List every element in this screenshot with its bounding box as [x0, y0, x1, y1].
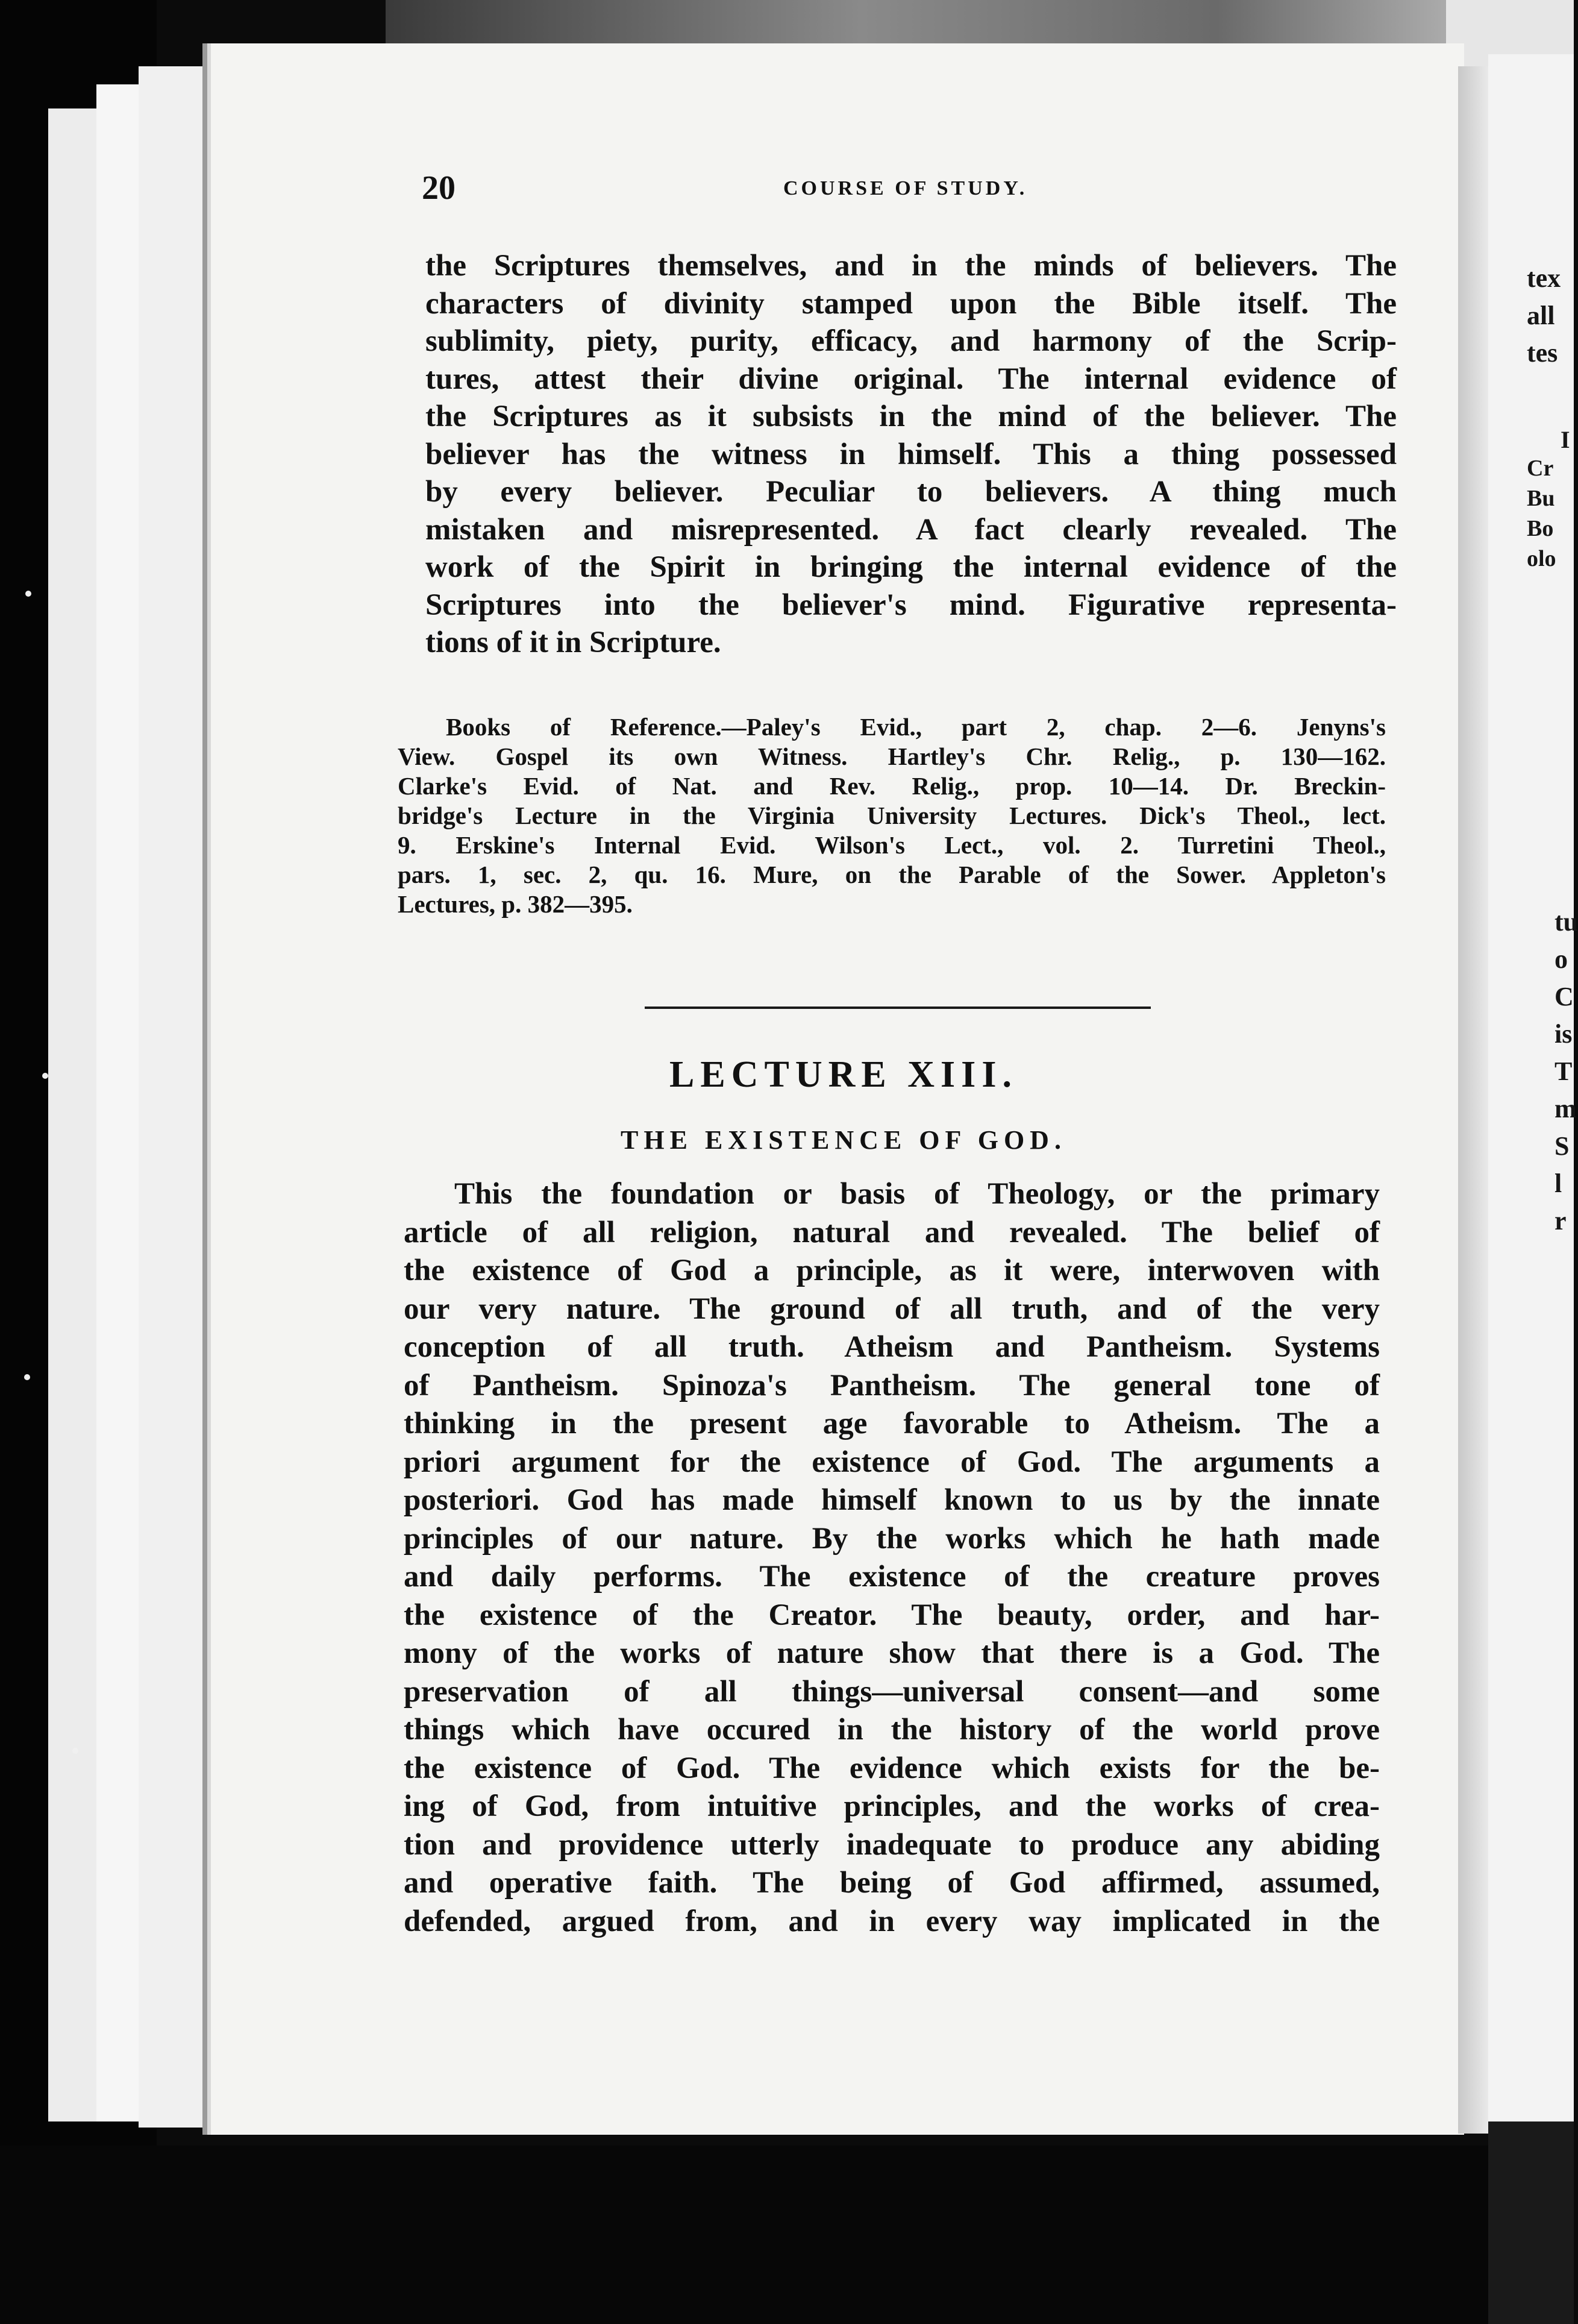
lecture-paragraph [404, 1175, 1380, 1941]
facing-page-fragment: r [1555, 1206, 1567, 1236]
scanner-bed-corner [1488, 2121, 1574, 2324]
dust-speck [25, 591, 31, 597]
text-line: work of the Spirit in bringing the internal evidence of the [425, 550, 1397, 584]
text-line: sublimity, piety, purity, efficacy, and harmony of the Scrip- [425, 324, 1397, 358]
facing-page-fragment: I [1561, 426, 1570, 453]
text-line: by every believer. Peculiar to believers. A thing much [425, 475, 1397, 509]
books-of-reference [398, 712, 1386, 919]
lecture-title: LECTURE XIII. [669, 1054, 1018, 1095]
facing-page-fragment: Bu [1527, 486, 1555, 511]
text-line: the existence of the Creator. The beauty, order, and har- [404, 1598, 1380, 1632]
facing-page-fragment: tes [1527, 338, 1558, 368]
facing-page-fragment: tex [1527, 263, 1561, 293]
facing-page-fragment: T [1555, 1057, 1573, 1086]
running-title: COURSE OF STUDY. [783, 177, 1028, 199]
reference-line: 9. Erskine's Internal Evid. Wilson's Lect., vol. 2. Turretini Theol., [398, 831, 1386, 859]
text-line: the Scriptures as it subsists in the mind of the believer. The [425, 400, 1397, 433]
text-line: the existence of God. The evidence which exists for the be- [404, 1751, 1380, 1785]
text-line: Scriptures into the believer's mind. Figurative representa- [425, 588, 1397, 622]
facing-page-fragment: C [1555, 982, 1574, 1011]
text-line: the existence of God a principle, as it were, interwoven with [404, 1254, 1380, 1287]
facing-page-fragment: l [1555, 1169, 1562, 1198]
text-line: priori argument for the existence of God. The arguments a [404, 1445, 1380, 1479]
text-line: mony of the works of nature show that there is a God. The [404, 1636, 1380, 1670]
text-line: principles of our nature. By the works which he hath made [404, 1521, 1380, 1556]
lecture-subtitle: THE EXISTENCE OF GOD. [621, 1125, 1066, 1155]
reference-line: Clarke's Evid. of Nat. and Rev. Relig., prop. 10—14. Dr. Breckin- [398, 772, 1386, 800]
reference-line: Books of Reference.—Paley's Evid., part 2, chap. 2—6. Jenyns's [446, 713, 1386, 741]
text-line: tures, attest their divine original. The internal evidence of [425, 362, 1397, 396]
body-paragraph [425, 247, 1397, 662]
reference-line: pars. 1, sec. 2, qu. 16. Mure, on the Parable of the Sower. Appleton's [398, 861, 1386, 888]
text-line: the Scriptures themselves, and in the minds of believers. The [425, 249, 1397, 283]
facing-page-fragment: is [1555, 1019, 1573, 1049]
text-line: believer has the witness in himself. This a thing possessed [425, 437, 1397, 471]
text-line: of Pantheism. Spinoza's Pantheism. The general tone of [404, 1368, 1380, 1402]
facing-page-fragment: all [1527, 301, 1555, 330]
page-header [422, 169, 1422, 205]
gutter-shadow [1458, 66, 1488, 2134]
text-line: characters of divinity stamped upon the Bible itself. The [425, 286, 1397, 321]
text-line: article of all religion, natural and revealed. The belief of [404, 1215, 1380, 1249]
page-number: 20 [422, 169, 456, 207]
text-line: tion and providence utterly inadequate to produce any abiding [404, 1827, 1380, 1862]
facing-page-fragment: Bo [1527, 516, 1554, 541]
reference-line: View. Gospel its own Witness. Hartley's Chr. Relig., p. 130—162. [398, 743, 1386, 770]
dust-speck [24, 1374, 30, 1380]
facing-page [1488, 54, 1578, 2324]
text-line: mistaken and misrepresented. A fact clearly revealed. The [425, 512, 1397, 547]
facing-page-fragment: m [1555, 1094, 1577, 1123]
facing-page-fragment: Cr [1527, 456, 1554, 481]
facing-page-fragment: tu [1555, 907, 1578, 937]
text-line: and operative faith. The being of God affirmed, assumed, [404, 1866, 1380, 1900]
text-line: ing of God, from intuitive principles, and the works of crea- [404, 1789, 1380, 1823]
dust-speck [42, 1073, 48, 1079]
text-line: things which have occured in the history of the world prove [404, 1713, 1380, 1747]
section-divider [645, 1007, 1151, 1009]
text-line: preservation of all things—universal consent—and some [404, 1674, 1380, 1709]
dust-speck [72, 1748, 78, 1754]
text-line: defended, argued from, and in every way implicated in the [404, 1904, 1380, 1938]
text-line: our very nature. The ground of all truth, and of the very [404, 1292, 1380, 1326]
text-line: This the foundation or basis of Theology, or the primary [454, 1177, 1380, 1211]
text-line: thinking in the present age favorable to Atheism. The a [404, 1407, 1380, 1440]
text-line: posteriori. God has made himself known to us by the innate [404, 1483, 1380, 1517]
text-line: and daily performs. The existence of the creature proves [404, 1560, 1380, 1594]
facing-page-fragment: S [1555, 1131, 1570, 1161]
text-line: conception of all truth. Atheism and Pantheism. Systems [404, 1330, 1380, 1364]
facing-page-fragment: olo [1527, 546, 1556, 571]
text-line: tions of it in Scripture. [425, 626, 721, 659]
scanner-bed-bottom [0, 2146, 1488, 2324]
facing-page-fragment: o [1555, 944, 1568, 974]
reference-line: bridge's Lecture in the Virginia University Lectures. Dick's Theol., lect. [398, 802, 1386, 829]
reference-line: Lectures, p. 382—395. [398, 890, 633, 918]
